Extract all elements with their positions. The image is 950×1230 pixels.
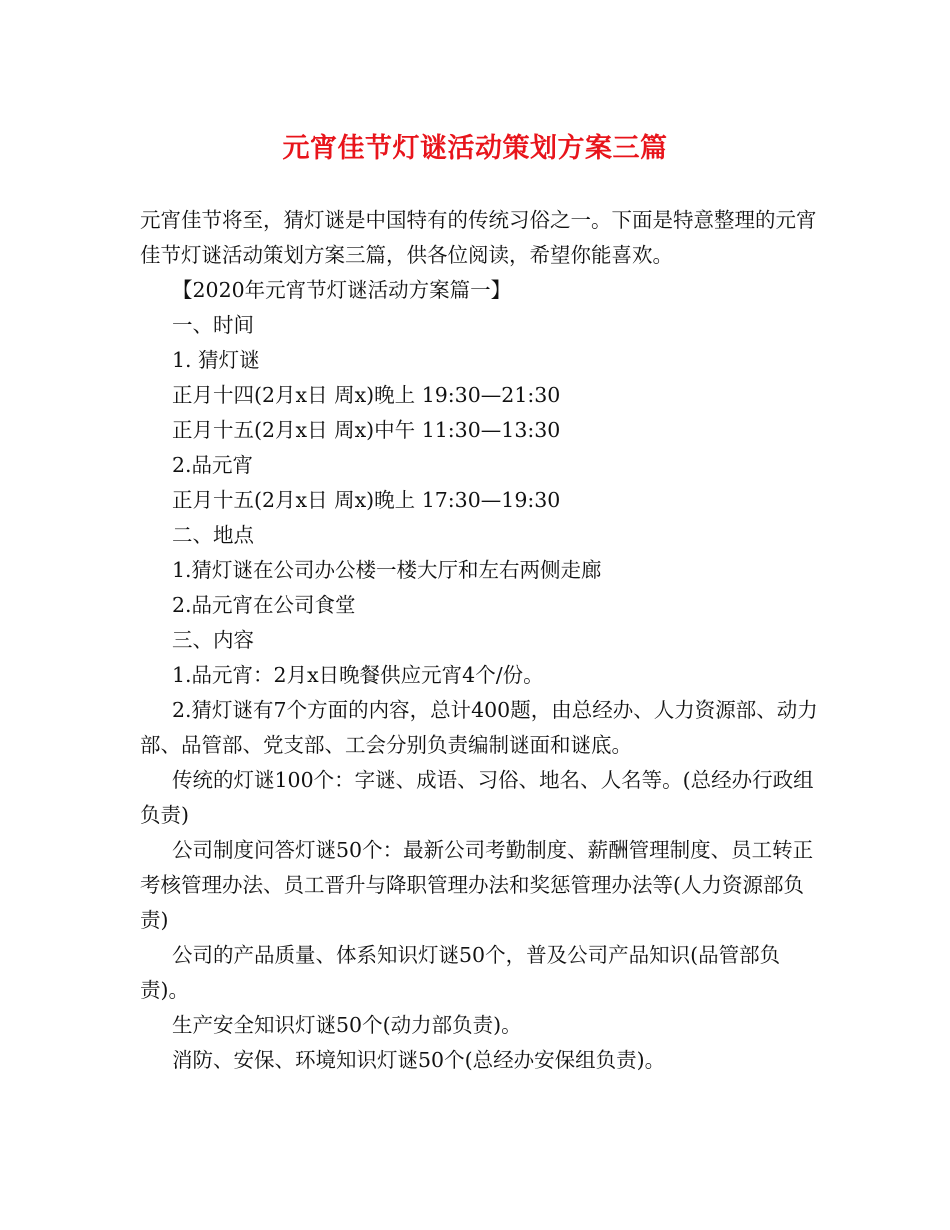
content-line-traditional: 传统的灯谜100个：字谜、成语、习俗、地名、人名等。(总经办行政组负责) — [140, 768, 814, 827]
section-heading-plan-one: 【2020年元宵节灯谜活动方案篇一】 — [172, 278, 512, 302]
heading-location: 二、地点 — [172, 523, 254, 547]
location-line-1: 1.猜灯谜在公司办公楼一楼大厅和左右两侧走廊 — [172, 558, 602, 582]
content-line-fire-security: 消防、安保、环境知识灯谜50个(总经办安保组负责)。 — [172, 1048, 666, 1072]
document-title: 元宵佳节灯谜活动策划方案三篇 — [282, 133, 668, 164]
document-body — [140, 203, 820, 1078]
item-guess-riddles: 1. 猜灯谜 — [172, 348, 260, 372]
time-line-3: 正月十五(2月x日 周x)晚上 17:30—19:30 — [172, 488, 561, 512]
content-line-1: 1.品元宵：2月x日晚餐供应元宵4个/份。 — [172, 663, 544, 687]
time-line-1: 正月十四(2月x日 周x)晚上 19:30—21:30 — [172, 383, 561, 407]
content-line-2: 2.猜灯谜有7个方面的内容，总计400题，由总经办、人力资源部、动力部、品管部、党支部、工会分别负责编制谜面和谜底。 — [140, 698, 818, 757]
location-line-2: 2.品元宵在公司食堂 — [172, 593, 356, 617]
content-line-company-rules: 公司制度问答灯谜50个：最新公司考勤制度、薪酬管理制度、员工转正考核管理办法、员工晋升与降职管理办法和奖惩管理办法等(人力资源部负责) — [140, 838, 814, 932]
time-line-2: 正月十五(2月x日 周x)中午 11:30—13:30 — [172, 418, 561, 442]
item-taste-yuanxiao: 2.品元宵 — [172, 453, 254, 477]
content-line-product-quality: 公司的产品质量、体系知识灯谜50个，普及公司产品知识(品管部负责)。 — [140, 943, 781, 1002]
heading-content: 三、内容 — [172, 628, 254, 652]
intro-paragraph: 元宵佳节将至，猜灯谜是中国特有的传统习俗之一。下面是特意整理的元宵佳节灯谜活动策划方案三篇，供各位阅读，希望你能喜欢。 — [140, 208, 817, 267]
heading-time: 一、时间 — [172, 313, 254, 337]
content-line-production-safety: 生产安全知识灯谜50个(动力部负责)。 — [172, 1013, 522, 1037]
